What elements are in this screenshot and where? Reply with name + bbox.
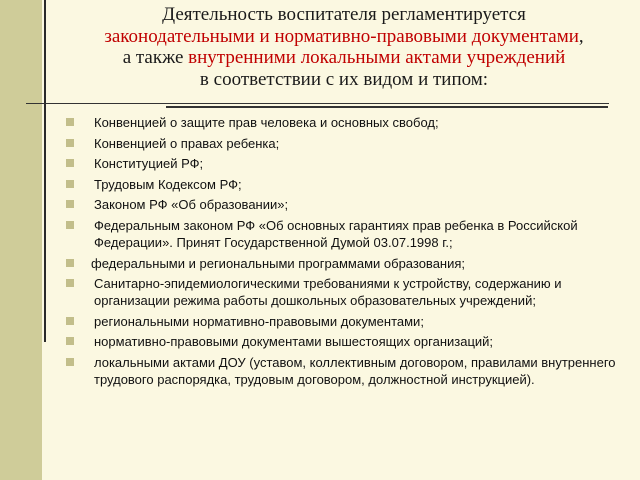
list-item-text: локальными актами ДОУ (уставом, коллективным договором, правилами внутреннего трудового распорядка, трудовым договором, должностной инструкцией). — [94, 354, 616, 387]
list-item-text: Законом РФ «Об образовании»; — [94, 197, 289, 213]
list-item — [64, 114, 624, 131]
list-item-text: региональными нормативно-правовыми документами; — [94, 313, 424, 329]
square-bullet-icon — [66, 139, 74, 147]
title-divider-top — [26, 103, 609, 104]
list-item-text: федеральными и региональными программами образования; — [91, 255, 466, 271]
list-item-text: нормативно-правовыми документами вышестоящих организаций; — [94, 334, 494, 350]
document-list — [64, 114, 624, 392]
list-item — [64, 354, 624, 388]
title-red-text-1: законодательными и нормативно-правовыми документами — [104, 25, 579, 47]
list-item-text: Федеральным законом РФ «Об основных гарантиях прав ребенка в Российской Федерации». Принят Государственной Думой 03.07.1998 г.; — [94, 217, 578, 250]
list-item — [64, 333, 624, 350]
title-line-3 — [48, 47, 640, 69]
list-item-text: Конституцией РФ; — [94, 156, 204, 172]
slide-title — [48, 4, 640, 90]
list-item — [64, 176, 624, 193]
title-divider-bottom — [166, 106, 608, 108]
list-item-text: Конвенцией о защите прав человека и основных свобод; — [94, 115, 439, 130]
square-bullet-icon — [66, 317, 74, 325]
list-item — [64, 275, 624, 309]
list-item-text: Конвенцией о правах ребенка; — [94, 135, 280, 151]
square-bullet-icon — [66, 221, 74, 229]
square-bullet-icon — [66, 118, 74, 126]
list-item — [64, 135, 624, 152]
list-item — [64, 196, 624, 213]
list-item-text: Трудовым Кодексом РФ; — [94, 176, 242, 192]
decorative-vertical-line — [44, 0, 46, 342]
square-bullet-icon — [66, 200, 74, 208]
square-bullet-icon — [66, 358, 74, 366]
square-bullet-icon — [66, 259, 74, 267]
square-bullet-icon — [66, 159, 74, 167]
decorative-side-bar — [0, 0, 42, 480]
square-bullet-icon — [66, 279, 74, 287]
square-bullet-icon — [66, 337, 74, 345]
title-comma: , — [578, 25, 584, 47]
list-item-text: Санитарно-эпидемиологическими требованиями к устройству, содержанию и организации режима работы дошкольных образовательных учреждений; — [94, 276, 562, 309]
title-line-2 — [48, 26, 640, 48]
title-line-4: в соответствии с их видом и типом: — [199, 68, 489, 90]
title-black-text: а также — [122, 47, 189, 68]
square-bullet-icon — [66, 180, 74, 188]
title-line-1: Деятельность воспитателя регламентируется — [162, 4, 526, 25]
list-item — [64, 155, 624, 172]
list-item — [64, 217, 624, 251]
title-red-text-2: внутренними локальными актами учреждений — [188, 47, 566, 68]
list-item — [64, 313, 624, 330]
list-item — [64, 255, 624, 272]
